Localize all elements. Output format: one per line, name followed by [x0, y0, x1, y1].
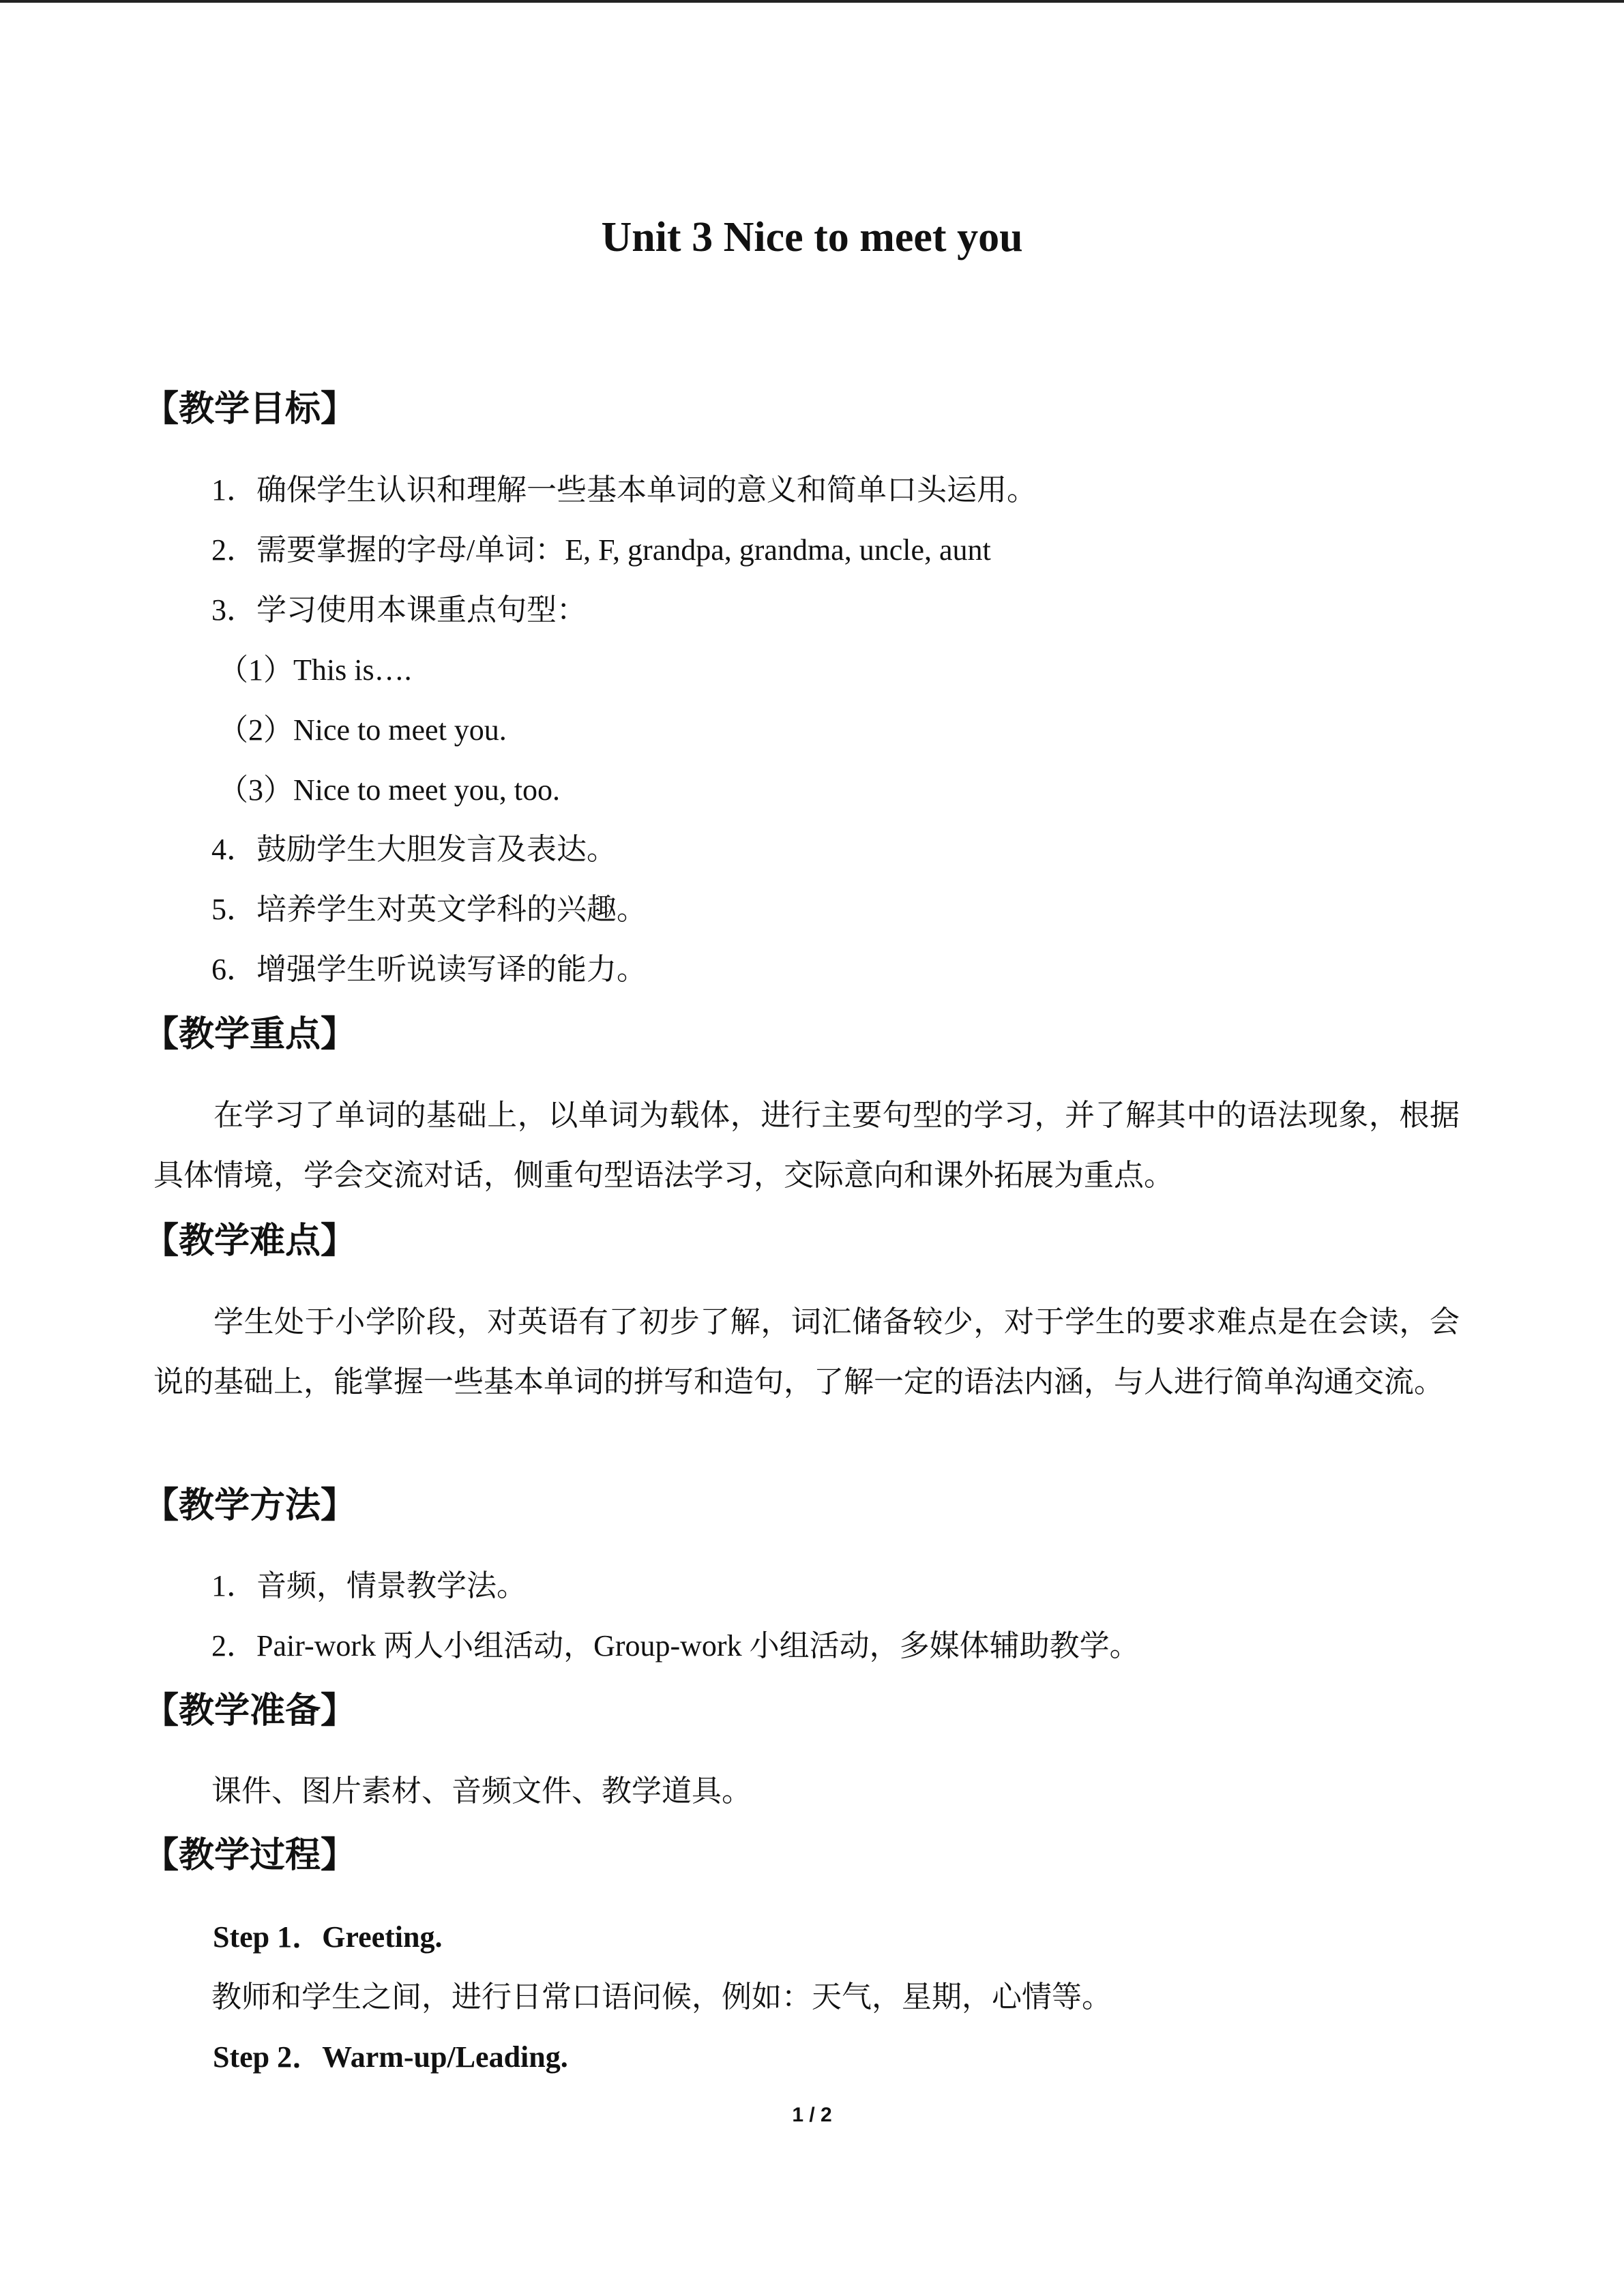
methods-heading: 【教学方法】 — [143, 1485, 357, 1526]
objective-item: 3．学习使用本课重点句型： — [211, 593, 587, 627]
preparation-heading: 【教学准备】 — [143, 1690, 357, 1731]
process-heading: 【教学过程】 — [143, 1835, 357, 1876]
objective-item: 1．确保学生认识和理解一些基本单词的意义和简单口头运用。 — [211, 473, 1037, 507]
objective-subitem: （1）This is…. — [218, 653, 412, 687]
key-points-heading: 【教学重点】 — [143, 1014, 357, 1055]
key-points-paragraph: 在学习了单词的基础上，以单词为载体，进行主要句型的学习，并了解其中的语法现象，根据具体情境，学会交流对话，侧重句型语法学习，交际意向和课外拓展为重点。 — [153, 1099, 1460, 1192]
objective-item: 5．培养学生对英文学科的兴趣。 — [211, 893, 647, 926]
step-1-text: 教师和学生之间，进行日常口语问候，例如：天气，星期，心情等。 — [211, 1980, 1112, 2014]
objective-subitem: （3）Nice to meet you, too. — [218, 773, 561, 807]
objective-subitem: （2）Nice to meet you. — [218, 713, 507, 747]
difficulties-heading: 【教学难点】 — [143, 1221, 357, 1262]
method-item: 1．音频，情景教学法。 — [211, 1569, 527, 1602]
objective-item: 4．鼓励学生大胆发言及表达。 — [211, 833, 617, 866]
objective-item: 6．增强学生听说读写译的能力。 — [211, 953, 647, 986]
document-title: Unit 3 Nice to meet you — [601, 214, 1023, 260]
objectives-heading: 【教学目标】 — [143, 389, 357, 430]
step-1-title: Step 1．Greeting. — [213, 1920, 443, 1954]
page-number: 1 / 2 — [792, 2104, 832, 2126]
method-item: 2．Pair-work 两人小组活动，Group-work 小组活动，多媒体辅助教学。 — [211, 1629, 1140, 1663]
objective-item: 2．需要掌握的字母/单词：E, F, grandpa, grandma, uncle, aunt — [211, 533, 991, 567]
difficulties-paragraph: 学生处于小学阶段，对英语有了初步了解，词汇储备较少，对于学生的要求难点是在会读，会说的基础上，能掌握一些基本单词的拼写和造句，了解一定的语法内涵，与人进行简单沟通交流。 — [153, 1305, 1460, 1399]
step-2-title: Step 2．Warm-up/Leading. — [213, 2040, 568, 2074]
preparation-text: 课件、图片素材、音频文件、教学道具。 — [211, 1774, 752, 1808]
